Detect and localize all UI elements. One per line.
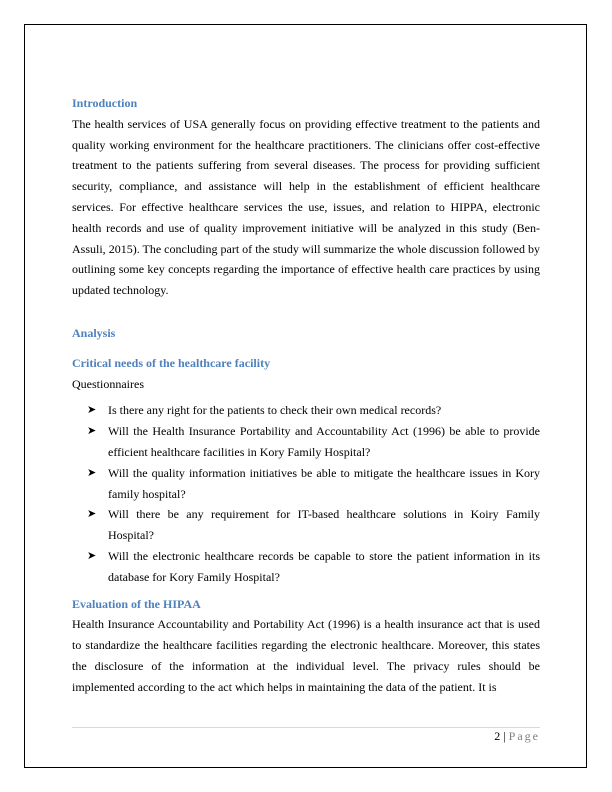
arrow-bullet-icon: ➤ xyxy=(87,465,97,479)
list-item xyxy=(72,463,540,505)
footer-divider xyxy=(72,727,540,728)
questionnaires-label: Questionnaires xyxy=(72,376,144,391)
questionnaire-list xyxy=(72,400,540,587)
arrow-bullet-icon: ➤ xyxy=(87,548,97,562)
introduction-heading: Introduction xyxy=(72,96,138,110)
list-item-text: Will the quality information initiatives be able to mitigate the healthcare issues in Kory family hospital? xyxy=(108,465,540,501)
analysis-heading: Analysis xyxy=(72,325,116,340)
critical-needs-heading: Critical needs of the healthcare facility xyxy=(72,355,271,370)
page-footer xyxy=(494,728,540,744)
list-item xyxy=(72,400,540,421)
document-body xyxy=(72,93,540,698)
list-item-text: Will there be any requirement for IT-based healthcare solutions in Koiry Family Hospital? xyxy=(108,507,540,543)
arrow-bullet-icon: ➤ xyxy=(87,403,97,417)
evaluation-heading: Evaluation of the HIPAA xyxy=(72,596,201,611)
page-label: Page xyxy=(508,729,540,743)
introduction-paragraph: The health services of USA generally focus on providing effective treatment to the patients and quality working environment for the healthcare practitioners. The clinicians offer cost-effective treatment to the patients suffering from several diseases. The process for providing sufficient security, compliance, and assistance will help in the establishment of efficient healthcare services. For effective healthcare services the use, issues, and relation to HIPPA, electronic health records and use of quality improvement initiative will be analyzed in this study (Ben-Assuli, 2015). The concluding part of the study will summarize the whole discussion followed by outlining some key concepts regarding the importance of effective health care practices by using updated technology. xyxy=(72,116,540,298)
list-item xyxy=(72,421,540,463)
evaluation-paragraph: Health Insurance Accountability and Portability Act (1996) is a health insurance act that is used to standardize the healthcare facilities regarding the electronic healthcare. Moreover, this states the disclosure of the information at the individual level. The privacy rules should be implemented according to the act which helps in maintaining the data of the patient. It is xyxy=(72,617,540,694)
page-number: 2 xyxy=(494,729,501,743)
arrow-bullet-icon: ➤ xyxy=(87,507,97,521)
list-item xyxy=(72,546,540,588)
arrow-bullet-icon: ➤ xyxy=(87,424,97,438)
list-item-text: Is there any right for the patients to check their own medical records? xyxy=(108,403,442,418)
footer-separator: | xyxy=(503,729,506,743)
list-item xyxy=(72,504,540,546)
list-item-text: Will the electronic healthcare records be capable to store the patient information in its database for Kory Family Hospital? xyxy=(108,548,540,584)
list-item-text: Will the Health Insurance Portability and Accountability Act (1996) be able to provide efficient healthcare facilities in Kory Family Hospital? xyxy=(108,424,540,459)
